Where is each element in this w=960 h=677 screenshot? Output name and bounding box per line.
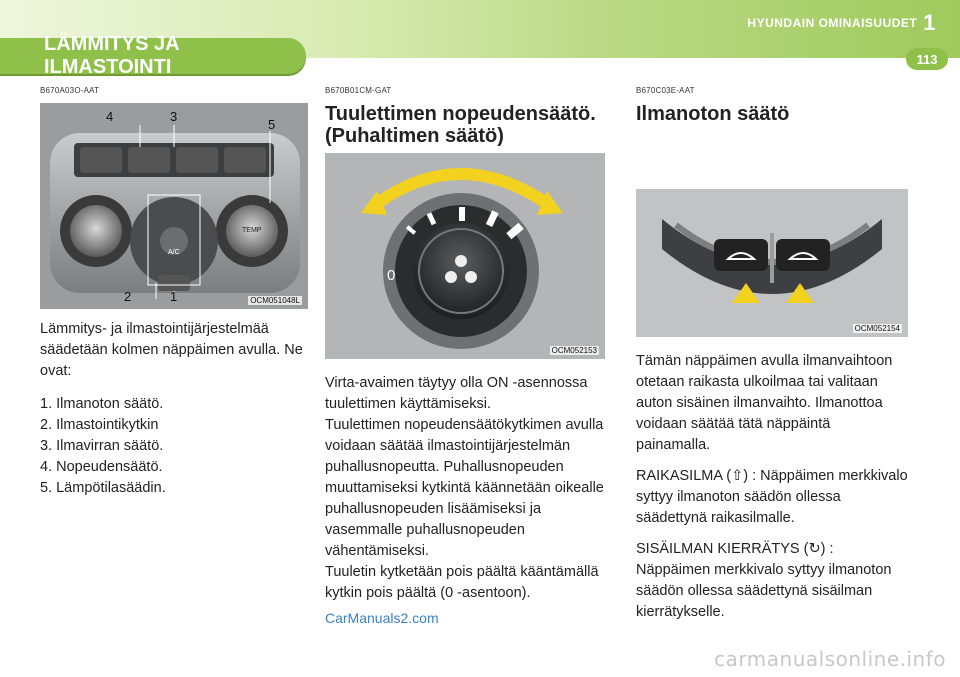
controls-list (40, 394, 310, 499)
footer-watermark: carmanualsonline.info (714, 647, 946, 671)
column-right (636, 86, 908, 623)
section-heading: Tuulettimen nopeudensäätö. (Puhaltimen säätö) (325, 103, 596, 147)
list-item: 2. Ilmastointikytkin (40, 417, 159, 433)
dial-off-label: 0 (387, 267, 396, 284)
figure-code: OCM052153 (551, 346, 597, 355)
temp-knob-label: TEMP (242, 227, 262, 234)
list-item: 1. Ilmanoton säätö. (40, 396, 164, 412)
list-item: 5. Lämpötilasäädin. (40, 480, 166, 496)
fresh-air-label: RAIKASILMA (636, 468, 723, 484)
recirculation-icon: (↻) (803, 541, 826, 557)
paragraph-fresh-air (636, 466, 908, 529)
callout-2: 2 (124, 289, 132, 304)
list-item: 4. Nopeudensäätö. (40, 459, 163, 475)
figure-code: OCM052154 (854, 324, 900, 333)
fresh-air-text: : Näppäimen merkkivalo syttyy ilmanoton säädön ollessa säädettynä raikasilmalle. (636, 468, 908, 526)
paragraph: Tuulettimen nopeudensäätökytkimen avulla voidaan säätää ilmastointijärjestelmän puhallusnopeutta. Puhallusnopeuden muuttamiseksi kytkintä käännetään oikealle puhallusnopeuden lisäämiseksi ja vasemmalle puhallusnopeuden vähentämiseksi. (325, 417, 604, 559)
paragraph: Tuuletin kytketään pois päältä kääntämällä kytkin pois päältä (0 -asentoon). (325, 564, 599, 601)
paragraph-recirculation (636, 539, 908, 623)
fresh-air-icon: (⇧) (726, 468, 749, 484)
intro-text: Lämmitys- ja ilmastointijärjestelmää säädetään kolmen näppäimen avulla. Ne ovat: (40, 321, 303, 379)
page-number: 113 (906, 48, 948, 70)
ac-button-label: A/C (168, 249, 180, 256)
control-panel-illustration (40, 103, 308, 309)
recirculation-text: : Näppäimen merkkivalo syttyy ilmanoton säädön ollessa säädettynä sisäilman kierrätykselle. (636, 541, 892, 620)
column-left (40, 86, 310, 499)
callout-4: 4 (106, 109, 114, 124)
section-code: B670C03E-AAT (636, 86, 695, 95)
callout-1: 1 (170, 289, 178, 304)
section-title: LÄMMITYS JA ILMASTOINTI (0, 38, 306, 74)
chapter-header (747, 10, 936, 36)
control-panel-figure (40, 103, 308, 309)
paragraph: Virta-avaimen täytyy olla ON -asennossa tuulettimen käyttämiseksi. (325, 375, 588, 412)
brand-title: HYUNDAIN OMINAISUUDET (747, 16, 918, 30)
section-heading: Ilmanoton säätö (636, 103, 790, 125)
recirculation-label: SISÄILMAN KIERRÄTYS (636, 541, 800, 557)
air-intake-figure (636, 189, 908, 337)
column-middle (325, 86, 605, 626)
fan-speed-figure (325, 153, 605, 359)
callout-3: 3 (170, 109, 178, 124)
callout-5: 5 (268, 117, 276, 132)
air-intake-illustration (636, 189, 908, 337)
watermark-link[interactable]: CarManuals2.com (325, 610, 439, 626)
fan-dial-illustration (325, 153, 605, 359)
section-code: B670A03O-AAT (40, 86, 100, 95)
chapter-number: 1 (923, 10, 936, 35)
figure-code: OCM051048L (250, 296, 300, 305)
list-item: 3. Ilmavirran säätö. (40, 438, 164, 454)
paragraph: Tämän näppäimen avulla ilmanvaihtoon otetaan raikasta ulkoilmaa tai valitaan auton sisäinen ilmanvaihto. Ilmanottoa voidaan säätää tätä näppäintä painamalla. (636, 353, 893, 453)
section-code: B670B01CM-GAT (325, 86, 392, 95)
